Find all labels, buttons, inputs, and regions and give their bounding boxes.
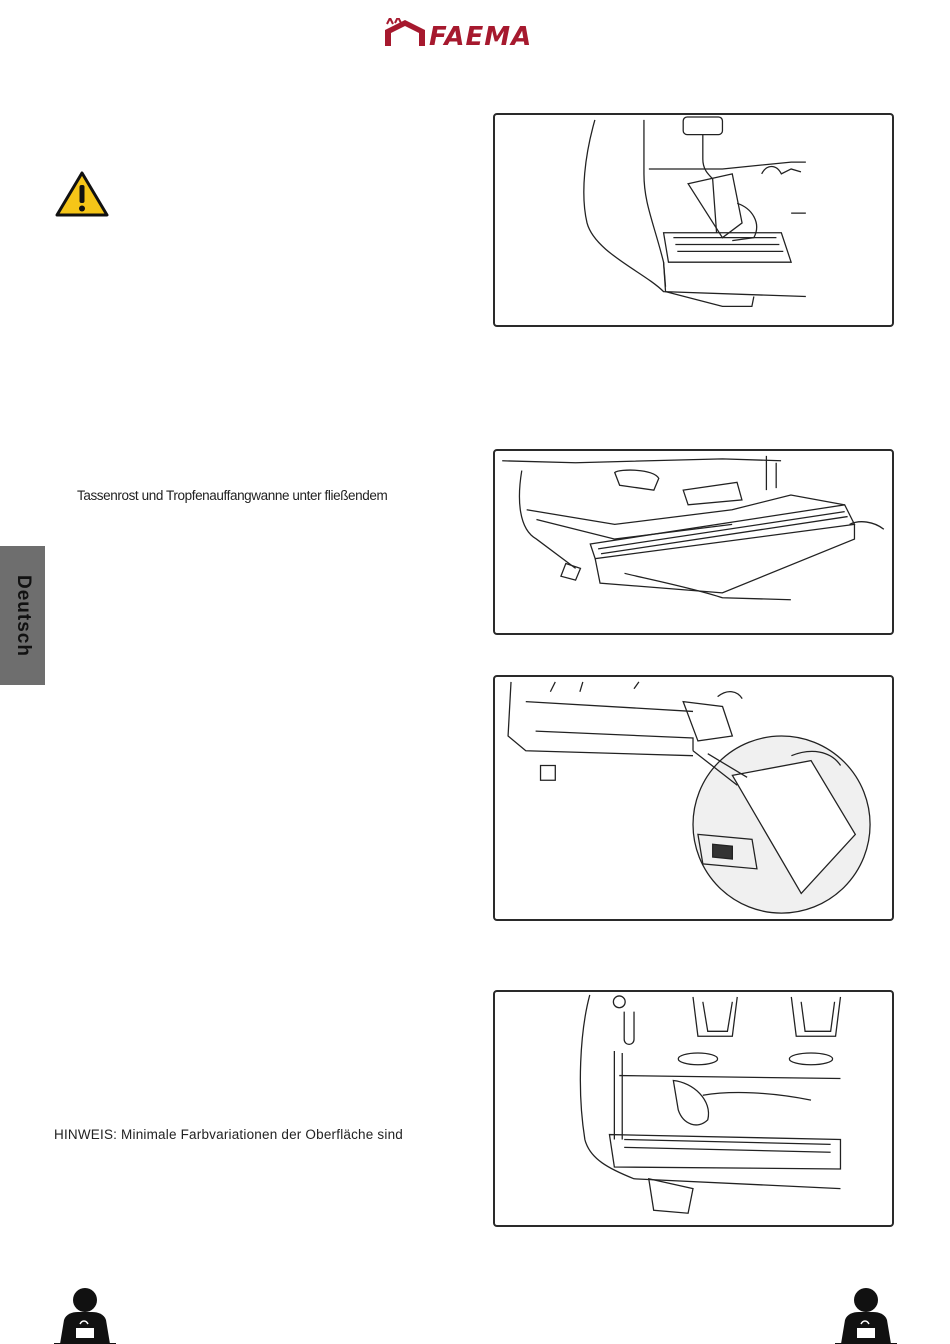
surface-note-text: HINWEIS: Minimale Farbvariationen der Oberfläche sind — [54, 1127, 403, 1142]
language-side-tab-label: Deutsch — [12, 574, 34, 657]
cleaning-instruction-text: Tassenrost und Tropfenauffangwanne unter fließendem — [77, 488, 388, 503]
pitcher-drain-illustration — [493, 675, 894, 921]
warning-triangle-icon — [54, 170, 110, 218]
grid-cleaning-illustration — [493, 990, 894, 1227]
barista-icon — [833, 1284, 899, 1344]
steam-wand-cleaning-illustration — [493, 113, 894, 327]
drip-tray-removal-illustration — [493, 449, 894, 635]
language-side-tab — [0, 546, 45, 685]
barista-icon — [52, 1284, 118, 1344]
faema-logo — [383, 18, 567, 50]
faema-logo-text: FAEMA — [429, 22, 533, 50]
